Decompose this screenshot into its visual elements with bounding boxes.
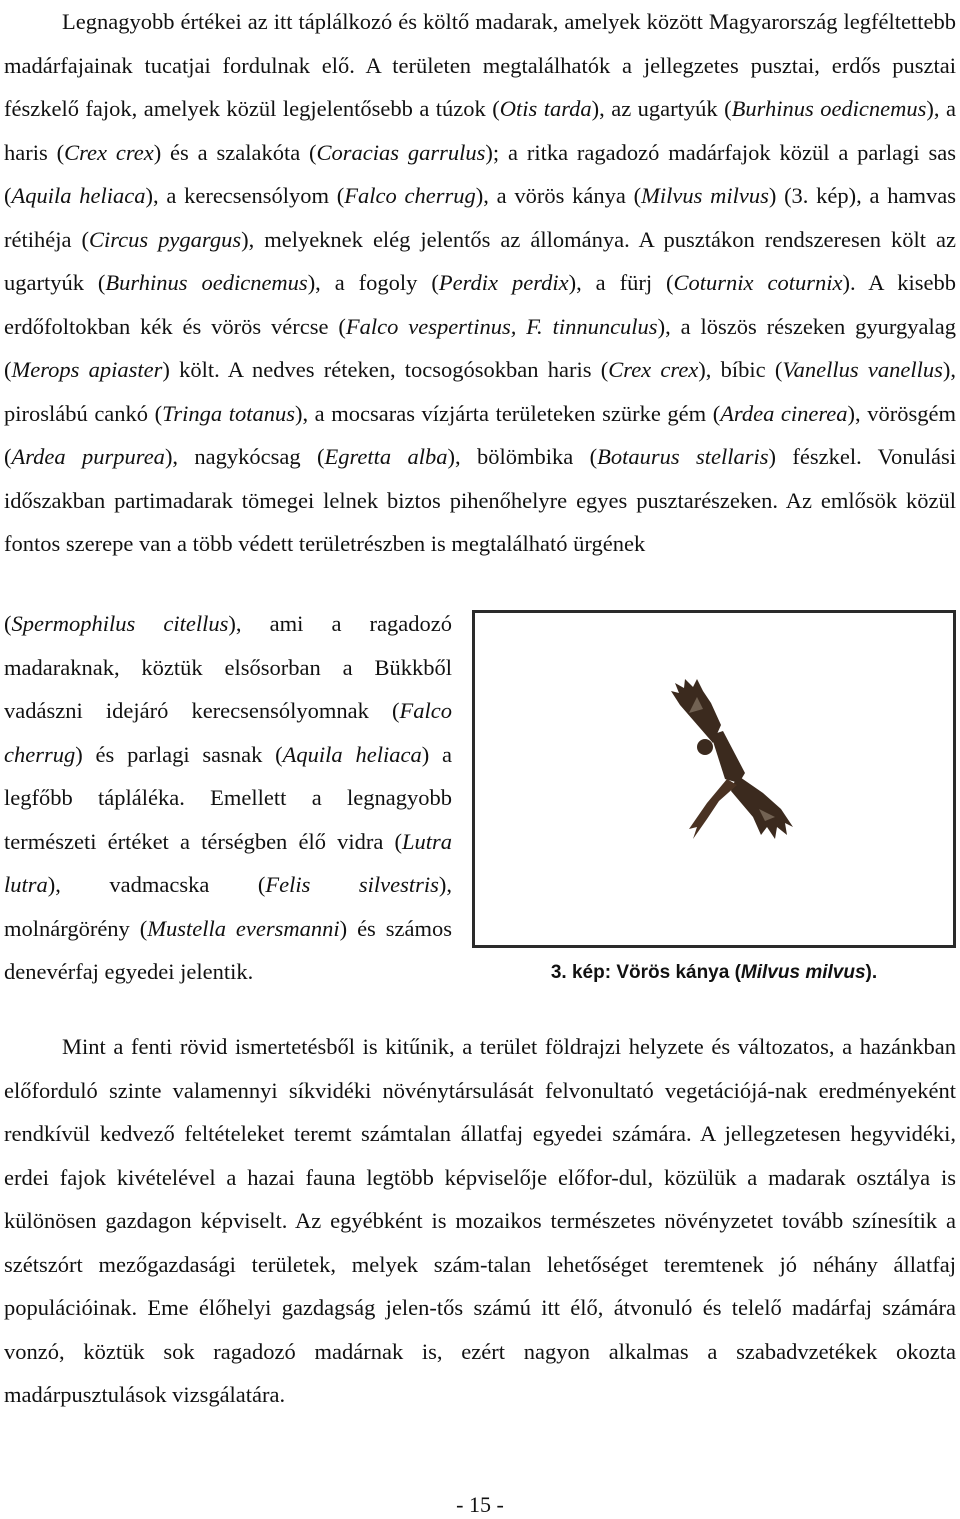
paragraph-birds: Legnagyobb értékei az itt táplálkozó és költő madarak, amelyek között Magyarország legféltettebb madárfajainak tucatjai fordulnak elő. A területen megtalálhatók a jellegzetes pusztai, erdős pusztai fészkelő fajok, amelyek közül legjelentősebb a túzok (Otis tarda), az ugartyúk (Burhinus oedicnemus), a haris (Crex crex) és a szalakóta (Coracias garrulus); a ritka ragadozó madárfajok közül a parlagi sas (Aquila heliaca), a kerecsensólyom (Falco cherrug), a vörös kánya (Milvus milvus) (3. kép), a hamvas rétihéja (Circus pygargus), melyeknek elég jelentős az állománya. A pusztákon rendszeresen költ az ugartyúk (Burhinus oedicnemus), a fogoly (Perdix perdix), a fürj (Coturnix coturnix). A kisebb erdőfoltokban kék és vörös vércse (Falco vespertinus, F. tinnunculus), a löszös részeken gyurgyalag (Merops apiaster) költ. A nedves réteken, tocsogósokban haris (Crex crex), bíbic (Vanellus vanellus), piroslábú cankó (Tringa totanus), a mocsaras vízjárta területeken szürke gém (Ardea cinerea), vörösgém (Ardea purpurea), nagykócsag (Egretta alba), bölömbika (Botaurus stellaris) fészkel. Vonulási időszakban partimadarak tömegei lelnek biztos pihenőhelyre egyes pusztarészeken. Az emlősök közül fontos szerepe van a több védett területrészben is megtalálható ürgének [4, 9, 957, 556]
red-kite-bird-image [475, 613, 953, 945]
figure-caption: 3. kép: Vörös kánya (Milvus milvus). [550, 962, 878, 983]
paragraph-mammals: (Spermophilus citellus), ami a ragadozó madaraknak, köztük elsősorban a Bükkből vadászni idejáró kerecsensólyomnak (Falco cherrug) és parlagi sasnak (Aquila heliaca) a legfőbb tápláléka. Emellett a legnagyobb természeti értéket a térségben élő vidra (Lutra lutra), vadmacska (Felis silvestris), molnárgörény (Mustella eversmanni) és számos denevérfaj egyedei jelentik. [4, 611, 453, 984]
paragraph-summary: Mint a fenti rövid ismertetésből is kitűnik, a terület földrajzi helyzete és változatos, a hazánkban előforduló szinte valamennyi síkvidéki növénytársulását felvonultató vegetációjá-nak eredményeként rendkívül kedvező feltételeket teremt számtalan állatfaj egyedei számára. A jellegzetesen hegyvidéki, erdei fajok kivételével a hazai fauna legtöbb képviselője előfor-dul, közülük a madarak osztálya is különösen gazdagon képviselt. Az egyébként is mozaikos természetes növényzetet tovább színesítik a szétszórt mezőgazdasági területek, melyek szám-talan lehetőséget teremtenek jó néhány állatfaj populációinak. Eme élőhelyi gazdagság jelen-tős számú itt élő, átvonuló és telelő madárfaj számára vonzó, köztük sok ragadozó madárnak is, ezért nagyon alkalmas a szabadvzetékek okozta madárpusztulások vizsgálatára. [4, 1034, 956, 1407]
red-kite-photo [472, 610, 956, 948]
page-number: - 15 - [456, 1492, 504, 1517]
